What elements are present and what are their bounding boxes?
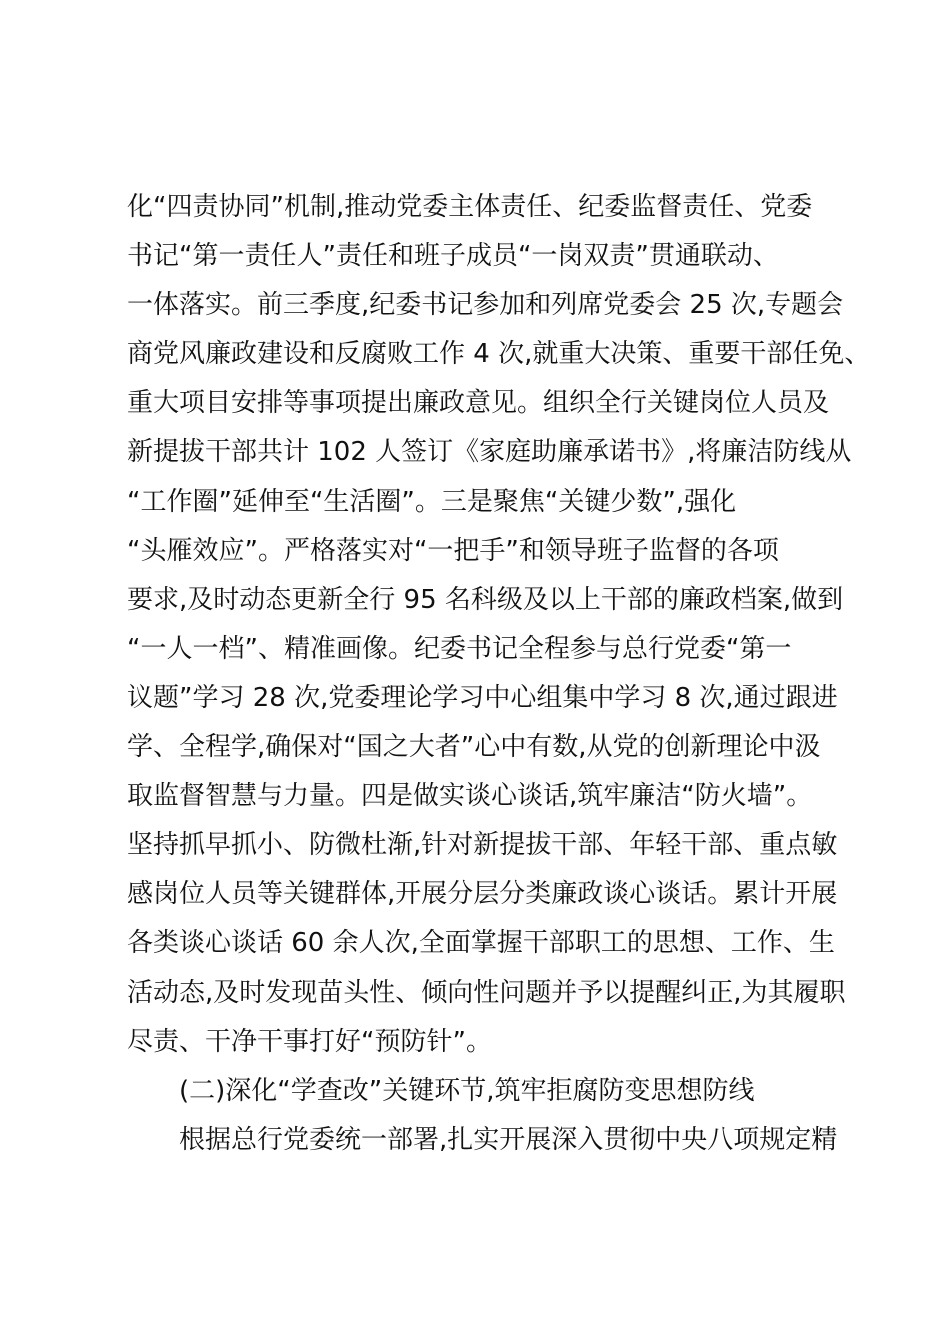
text-line-3: 一体落实。前三季度,纪委书记参加和列席党委会 25 次,专题会 — [127, 290, 844, 321]
section-heading: (二)深化“学查改”关键环节,筑牢拒腐防变思想防线 — [179, 1075, 755, 1106]
text-line-9: 要求,及时动态更新全行 95 名科级及以上干部的廉政档案,做到 — [127, 584, 844, 615]
text-line-2: 书记“第一责任人”责任和班子成员“一岗双责”贯通联动、 — [127, 241, 779, 272]
text-line-6: 新提拔干部共计 102 人签订《家庭助廉承诺书》,将廉洁防线从 — [127, 437, 852, 468]
text-line-15: 感岗位人员等关键群体,开展分层分类廉政谈心谈话。累计开展 — [127, 879, 838, 910]
text-line-13: 取监督智慧与力量。四是做实谈心谈话,筑牢廉洁“防火墙”。 — [127, 781, 813, 812]
text-line-8: “头雁效应”。严格落实对“一把手”和领导班子监督的各项 — [127, 535, 779, 566]
text-line-14: 坚持抓早抓小、防微杜渐,针对新提拔干部、年轻干部、重点敏 — [127, 830, 838, 861]
text-line-12: 学、全程学,确保对“国之大者”心中有数,从党的创新理论中汲 — [127, 732, 821, 763]
body-text — [127, 183, 871, 1165]
text-line-4: 商党风廉政建设和反腐败工作 4 次,就重大决策、重要干部任免、 — [127, 339, 871, 370]
text-line-7: “工作圈”延伸至“生活圈”。三是聚焦“关键少数”,强化 — [127, 486, 737, 517]
text-line-5: 重大项目安排等事项提出廉政意见。组织全行关键岗位人员及 — [127, 388, 830, 419]
paragraph-start: 根据总行党委统一部署,扎实开展深入贯彻中央八项规定精 — [179, 1124, 838, 1155]
text-line-18: 尽责、干净干事打好“预防针”。 — [127, 1026, 492, 1057]
text-line-16: 各类谈心谈话 60 余人次,全面掌握干部职工的思想、工作、生 — [127, 928, 835, 959]
text-line-17: 活动态,及时发现苗头性、倾向性问题并予以提醒纠正,为其履职 — [127, 977, 846, 1008]
text-line-11: 议题”学习 28 次,党委理论学习中心组集中学习 8 次,通过跟进 — [127, 682, 838, 713]
text-line-1: 化“四责协同”机制,推动党委主体责任、纪委监督责任、党委 — [127, 192, 813, 222]
text-line-10: “一人一档”、精准画像。纪委书记全程参与总行党委“第一 — [127, 633, 792, 664]
